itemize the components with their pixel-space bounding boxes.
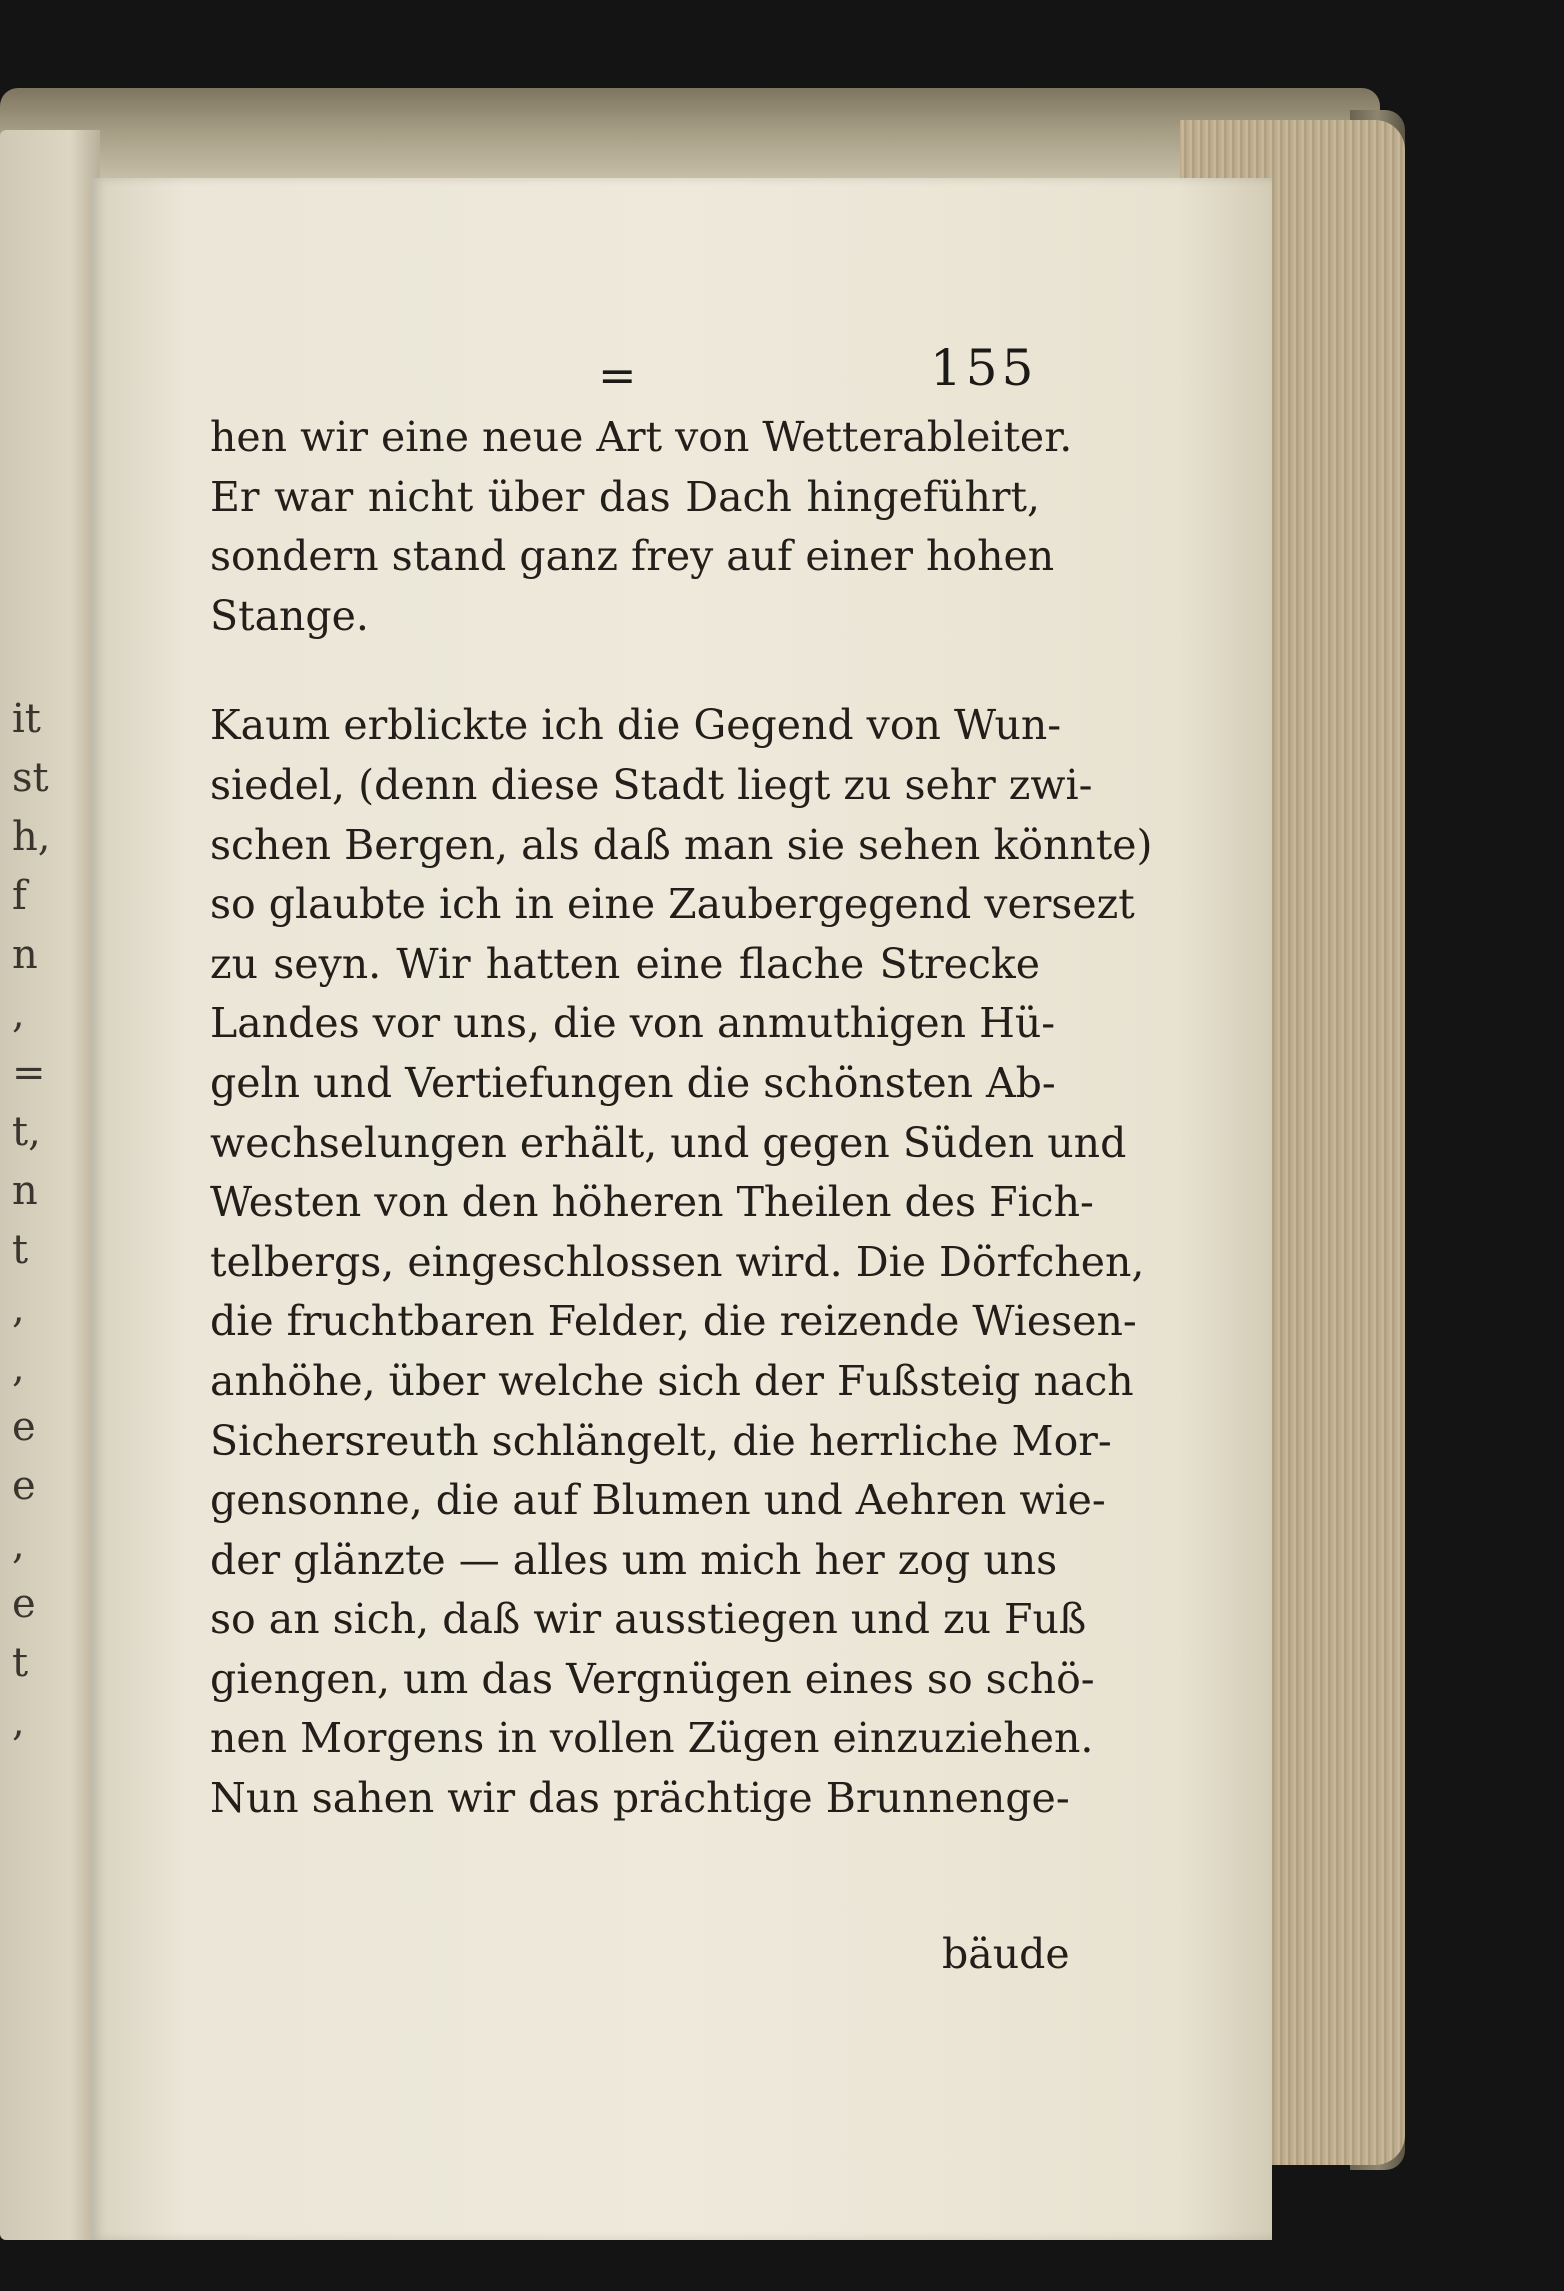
text-line: Nun sahen wir das prächtige Brunnenge- <box>210 1774 1070 1823</box>
book-top-edge <box>0 88 1380 183</box>
page-number: 155 <box>930 339 1038 397</box>
text-line: Er war nicht über das Dach hingeführt, <box>210 472 1040 521</box>
body-text <box>210 408 1153 1829</box>
text-line: hen wir eine neue Art von Wetterableiter. <box>210 413 1073 461</box>
text-line: anhöhe, über welche sich der Fußsteig nach <box>210 1356 1134 1405</box>
header-rule: = <box>598 348 637 402</box>
text-line: Westen von den höheren Theilen des Fich- <box>210 1178 1094 1227</box>
text-line: schen Bergen, als daß man sie sehen könnte) <box>210 820 1153 869</box>
text-line: Sichersreuth schlängelt, die herrliche Mor- <box>210 1416 1112 1465</box>
text-line: so an sich, daß wir ausstiegen und zu Fuß <box>210 1595 1087 1644</box>
text-line: nen Morgens in vollen Zügen einzuziehen. <box>210 1714 1094 1763</box>
text-line: telbergs, eingeschlossen wird. Die Dörfchen, <box>210 1237 1145 1286</box>
left-page-edge <box>0 130 100 2240</box>
text-line: Landes vor uns, die von anmuthigen Hü- <box>210 999 1056 1048</box>
text-line: zu seyn. Wir hatten eine flache Strecke <box>210 939 1040 988</box>
text-line: sondern stand ganz frey auf einer hohen <box>210 532 1055 581</box>
text-line: giengen, um das Vergnügen eines so schö- <box>210 1654 1095 1703</box>
text-line: siedel, (denn diese Stadt liegt zu sehr zwi- <box>210 760 1093 809</box>
catchword: bäude <box>942 1930 1070 1978</box>
text-line: wechselungen erhält, und gegen Süden und <box>210 1118 1127 1167</box>
text-line: der glänzte — alles um mich her zog uns <box>210 1535 1058 1584</box>
text-line: die fruchtbaren Felder, die reizende Wiesen- <box>210 1297 1137 1346</box>
text-line: Kaum erblickte ich die Gegend von Wun- <box>210 701 1062 750</box>
text-line: geln und Vertiefungen die schönsten Ab- <box>210 1058 1056 1107</box>
text-line: so glaubte ich in eine Zaubergegend versezt <box>210 880 1135 929</box>
paragraph-gap <box>210 646 1040 696</box>
text-line: Stange. <box>210 591 369 640</box>
left-page-fragment-text: it st h, f n , = t, n t , , e e , e t , <box>12 696 51 1745</box>
text-line: gensonne, die auf Blumen und Aehren wie- <box>210 1476 1106 1525</box>
page-header <box>0 335 1564 402</box>
